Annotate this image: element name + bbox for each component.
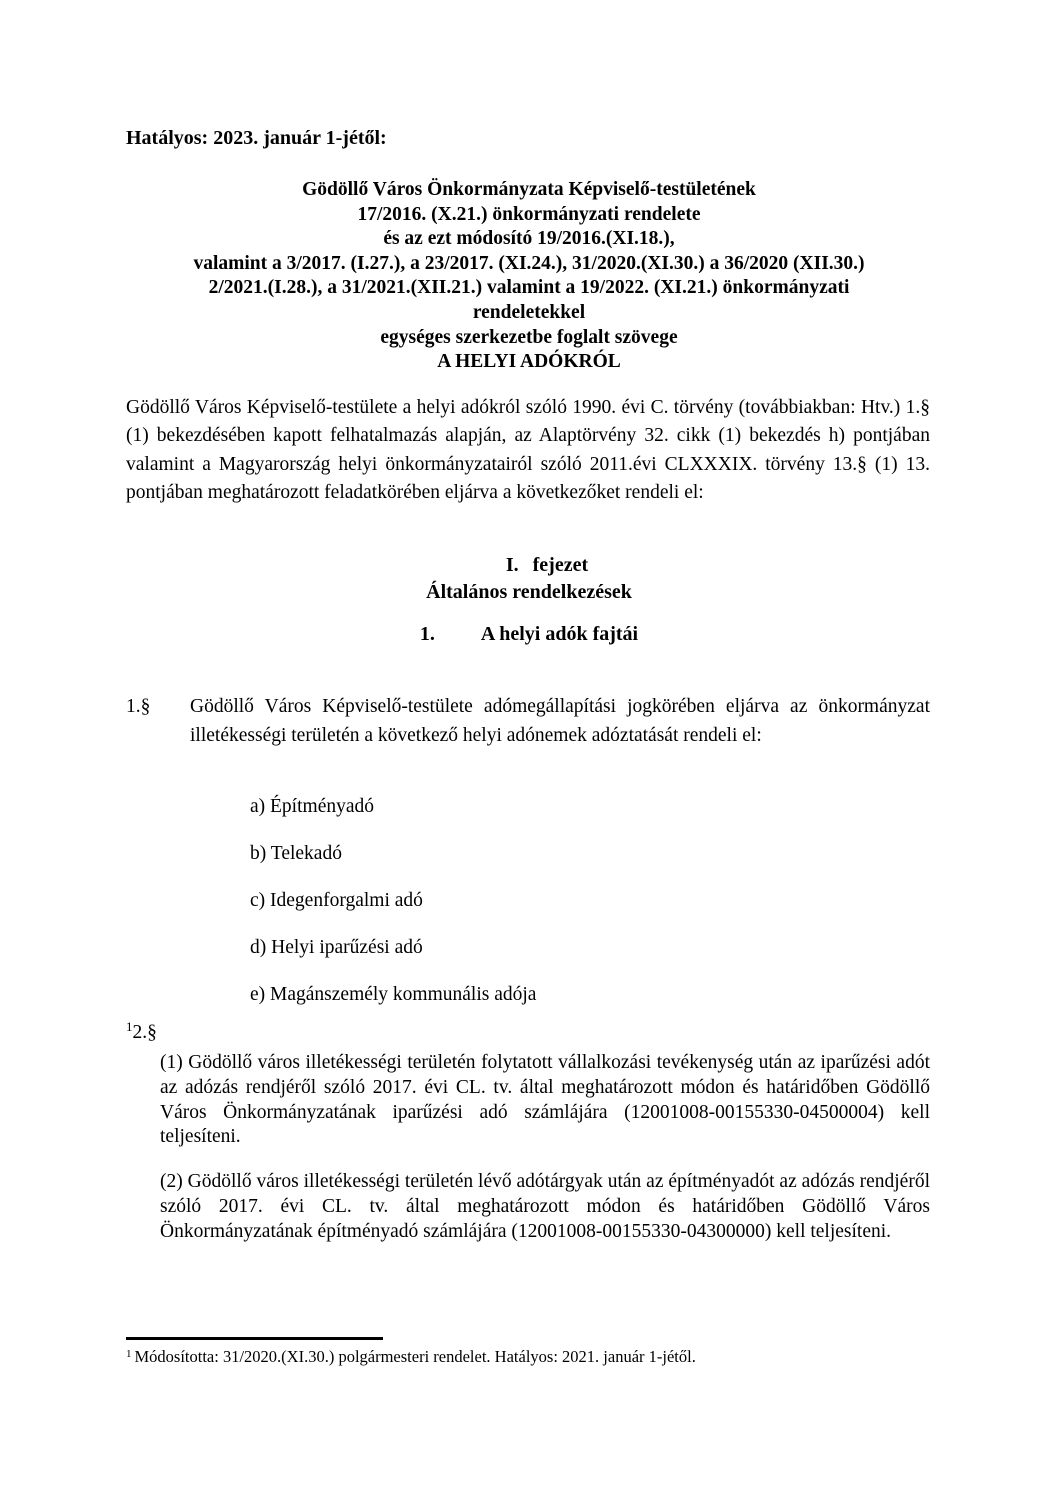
section-2-label [126,1019,157,1044]
chapter-number-line [144,552,950,579]
section-1-label: 1.§ [126,696,151,717]
section-heading-label: A helyi adók fajtái [480,623,639,645]
tax-type-item: b) Telekadó [250,843,342,864]
section-1-text: Gödöllő Város Képviselő-testülete adómegállapítási jogkörében eljárva az önkormányzat illetékességi területén a következő helyi adónemek adóztatását rendeli el: [190,696,930,746]
tax-type-item: d) Helyi iparűzési adó [250,937,423,958]
chapter-label: fejezet [532,554,589,576]
section-heading [126,623,932,646]
tax-types-list [250,796,850,1031]
chapter-subtitle: Általános rendelkezések [426,581,632,603]
title-line: rendeletekkel [472,301,586,323]
section-2-paragraph-1: (1) Gödöllő város illetékességi területén folytatott vállalkozási tevékenység után az iparűzési adót az adózás rendjéről szóló 2017. évi CL. tv. által meghatározott módon és határidőben Gödöllő Város Önkormányzatának iparűzési adó számlájára (12001008-00155330-04500004) kell teljesíteni. [160,1052,930,1148]
section-heading-number: 1. [419,623,435,645]
footnote-reference-marker: 1 [126,1019,133,1034]
title-line: és az ezt módosító 19/2016.(XI.18.), [383,228,675,250]
document-title [126,178,932,375]
chapter-heading [126,552,932,606]
title-line: egységes szerkezetbe foglalt szövege [380,326,678,348]
title-line: valamint a 3/2017. (I.27.), a 23/2017. (XI.24.), 31/2020.(XI.30.) a 36/2020 (XII.30.) [193,252,865,274]
section-2-number: 2.§ [132,1022,157,1043]
footnote [126,1346,930,1370]
section-1 [126,693,930,750]
footnote-number: 1 [126,1348,132,1360]
title-line: Gödöllő Város Önkormányzata Képviselő-testületének [302,179,756,200]
tax-type-item: a) Építményadó [250,796,374,817]
effective-date-note: Hatályos: 2023. január 1-jétől: [126,127,387,149]
tax-type-item: e) Magánszemély kommunális adója [250,984,537,1005]
footnote-separator [126,1337,383,1340]
title-line: 2/2021.(I.28.), a 31/2021.(XII.21.) valamint a 19/2022. (XI.21.) önkormányzati [208,277,850,299]
tax-type-item: c) Idegenforgalmi adó [250,890,423,911]
title-line: 17/2016. (X.21.) önkormányzati rendelete [357,203,701,225]
title-line-subject: A HELYI ADÓKRÓL [437,351,621,373]
intro-paragraph: Gödöllő Város Képviselő-testülete a helyi adókról szóló 1990. évi C. törvény (továbbiakban: Htv.) 1.§ (1) bekezdésében kapott felhatalmazás alapján, az Alaptörvény 32. cikk (1) bekezdés h) pontjában valamint a Magyarország helyi önkormányzatairól szóló 2011.évi CLXXXIX. törvény 13.§ (1) 13. pontjában meghatározott feladatkörében eljárva a következőket rendeli el: [126,397,930,504]
chapter-number: I. [505,554,519,576]
section-2-paragraph-2: (2) Gödöllő város illetékességi területén lévő adótárgyak után az építményadót az adózás rendjéről szóló 2017. évi CL. tv. által meghatározott módon és határidőben Gödöllő Város Önkormányzatának építményadó számlájára (12001008-00155330-04300000) kell teljesíteni. [160,1171,930,1242]
footnote-text: Módosította: 31/2020.(XI.30.) polgármesteri rendelet. Hatályos: 2021. január 1-jétől. [134,1347,696,1366]
